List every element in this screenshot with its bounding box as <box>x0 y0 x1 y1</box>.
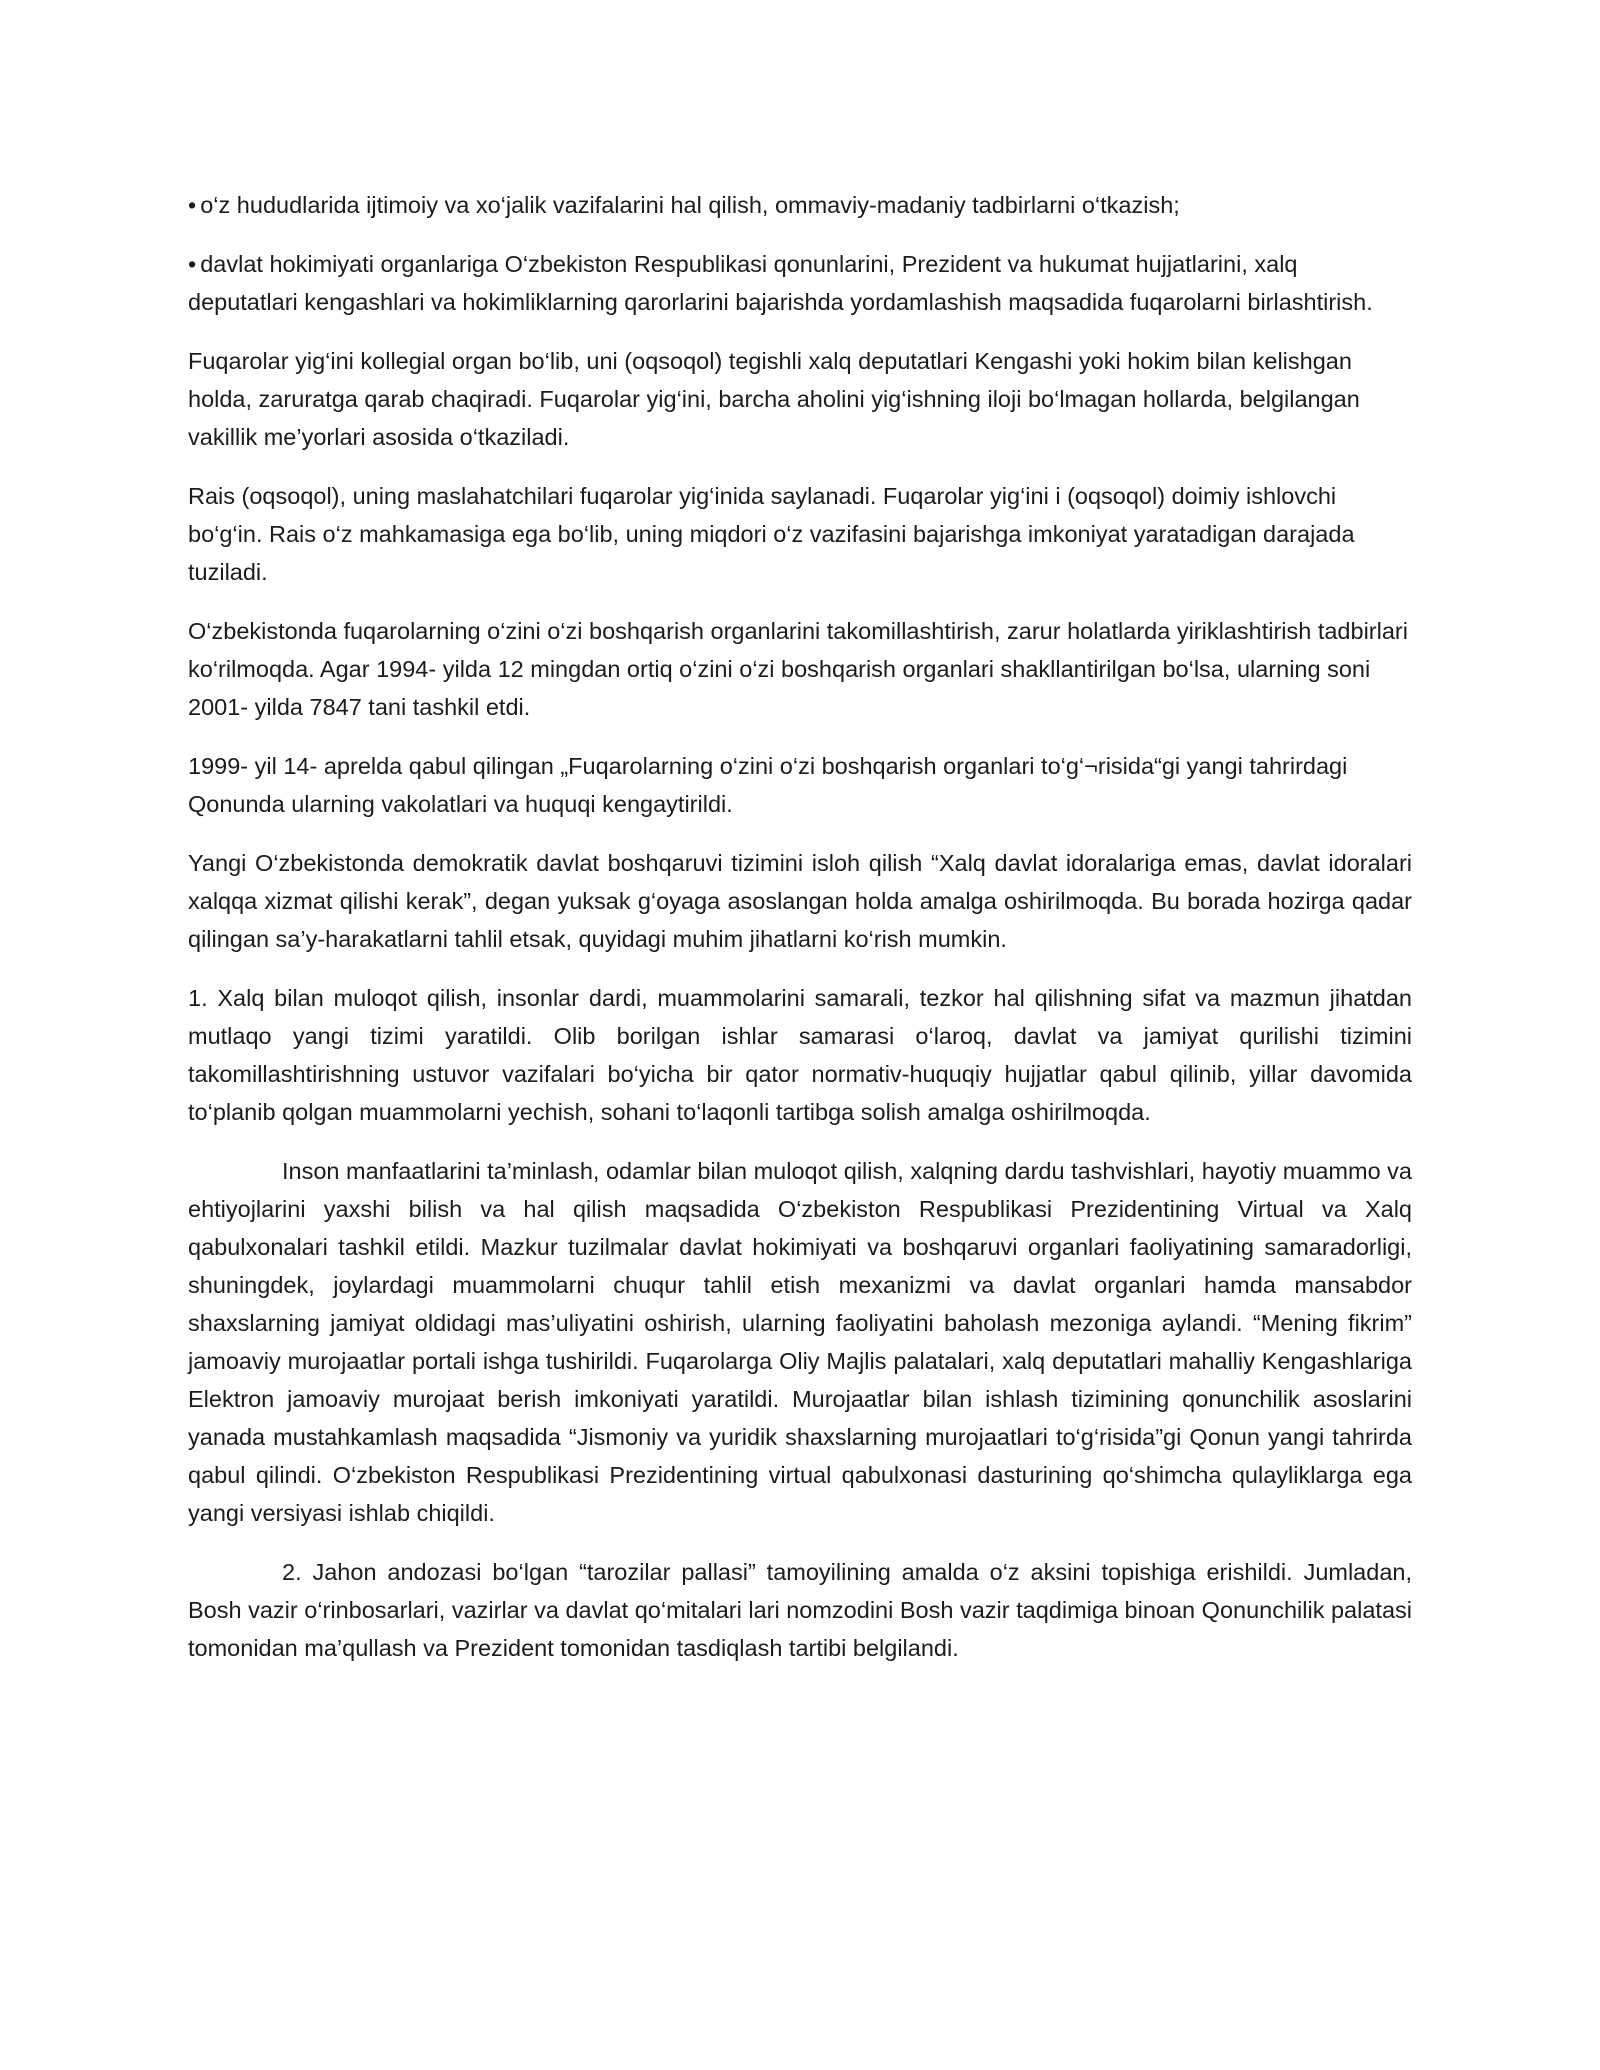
bullet-icon: • <box>188 251 197 277</box>
paragraph: O‘zbekistonda fuqarolarning o‘zini o‘zi boshqarish organlarini takomillashtirish, zarur holatlarda yiriklashtirish tadbirlari ko‘rilmoqda. Agar 1994- yilda 12 mingdan ortiq o‘zini o‘zi boshqarish organlari shakllantirilgan bo‘lsa, ularning soni 2001- yilda 7847 tani tashkil etdi. <box>188 618 1408 720</box>
bullet-item <box>188 186 1412 224</box>
numbered-paragraph: 2. Jahon andozasi bo‘lgan “tarozilar pallasi” tamoyilining amalda o‘z aksini topishiga erishildi. Jumladan, Bosh vazir o‘rinbosarlari, vazirlar va davlat qo‘mitalari lari nomzodini Bosh vazir taqdimiga binoan Qonunchilik palatasi tomonidan ma’qullash va Prezident tomonidan tasdiqlash tartibi belgilandi. <box>188 1559 1412 1661</box>
document-page <box>188 186 1412 1688</box>
paragraph: Rais (oqsoqol), uning maslahatchilari fuqarolar yig‘inida saylanadi. Fuqarolar yig‘ini i (oqsoqol) doimiy ishlovchi bo‘g‘in. Rais o‘z mahkamasiga ega bo‘lib, uning miqdori o‘z vazifasini bajarishga imkoniyat yaratadigan darajada tuziladi. <box>188 483 1355 585</box>
bullet-icon: • <box>188 192 197 218</box>
bullet-text: davlat hokimiyati organlariga O‘zbekiston Respublikasi qonunlarini, Prezident va hukumat hujjatlarini, xalq deputatlari kengashlari va hokimliklarning qarorlarini bajarishda yordamlashish maqsadida fuqarolarni birlashtirish. <box>188 251 1373 315</box>
numbered-paragraph: 1. Xalq bilan muloqot qilish, insonlar dardi, muammolarini samarali, tezkor hal qilishning sifat va mazmun jihatdan mutlaqo yangi tizimi yaratildi. Olib borilgan ishlar samarasi o‘laroq, davlat va jamiyat qurilishi tizimini takomillashtirishning ustuvor vazifalari bo‘yicha bir qator normativ-huquqiy hujjatlar qabul qilinib, yillar davomida to‘planib qolgan muammolarni yechish, sohani to‘laqonli tartibga solish amalga oshirilmoqda. <box>188 985 1412 1125</box>
paragraph: Yangi O‘zbekistonda demokratik davlat boshqaruvi tizimini isloh qilish “Xalq davlat idoralariga emas, davlat idoralari xalqqa xizmat qilishi kerak”, degan yuksak g‘oyaga asoslangan holda amalga oshirilmoqda. Bu borada hozirga qadar qilingan sa’y-harakatlarni tahlil etsak, quyidagi muhim jihatlarni ko‘rish mumkin. <box>188 850 1412 952</box>
bullet-item <box>188 245 1412 321</box>
paragraph: 1999- yil 14- aprelda qabul qilingan „Fuqarolarning o‘zini o‘zi boshqarish organlari to‘g‘¬risida“gi yangi tahrirdagi Qonunda ularning vakolatlari va huquqi kengaytirildi. <box>188 753 1348 817</box>
bullet-text: o‘z hududlarida ijtimoiy va xo‘jalik vazifalarini hal qilish, ommaviy-madaniy tadbirlarni o‘tkazish; <box>200 192 1180 218</box>
paragraph: Inson manfaatlarini ta’minlash, odamlar bilan muloqot qilish, xalqning dardu tashvishlari, hayotiy muammo va ehtiyojlarini yaxshi bilish va hal qilish maqsadida O‘zbekiston Respublikasi Prezidentining Virtual va Xalq qabulxonalari tashkil etildi. Mazkur tuzilmalar davlat hokimiyati va boshqaruvi organlari faoliyatining samaradorligi, shuningdek, joylardagi muammolarni chuqur tahlil etish mexanizmi va davlat organlari hamda mansabdor shaxslarning jamiyat oldidagi mas’uliyatini oshirish, ularning faoliyatini baholash mezoniga aylandi. “Mening fikrim” jamoaviy murojaatlar portali ishga tushirildi. Fuqarolarga Oliy Majlis palatalari, xalq deputatlari mahalliy Kengashlariga Elektron jamoaviy murojaat berish imkoniyati yaratildi. Murojaatlar bilan ishlash tizimining qonunchilik asoslarini yanada mustahkamlash maqsadida “Jismoniy va yuridik shaxslarning murojaatlari to‘g‘risida”gi Qonun yangi tahrirda qabul qilindi. O‘zbekiston Respublikasi Prezidentining virtual qabulxonasi dasturining qo‘shimcha qulayliklarga ega yangi versiyasi ishlab chiqildi. <box>188 1158 1412 1526</box>
paragraph: Fuqarolar yig‘ini kollegial organ bo‘lib, uni (oqsoqol) tegishli xalq deputatlari Kengashi yoki hokim bilan kelishgan holda, zaruratga qarab chaqiradi. Fuqarolar yig‘ini, barcha aholini yig‘ishning iloji bo‘lmagan hollarda, belgilangan vakillik me’yorlari asosida o‘tkaziladi. <box>188 348 1360 450</box>
